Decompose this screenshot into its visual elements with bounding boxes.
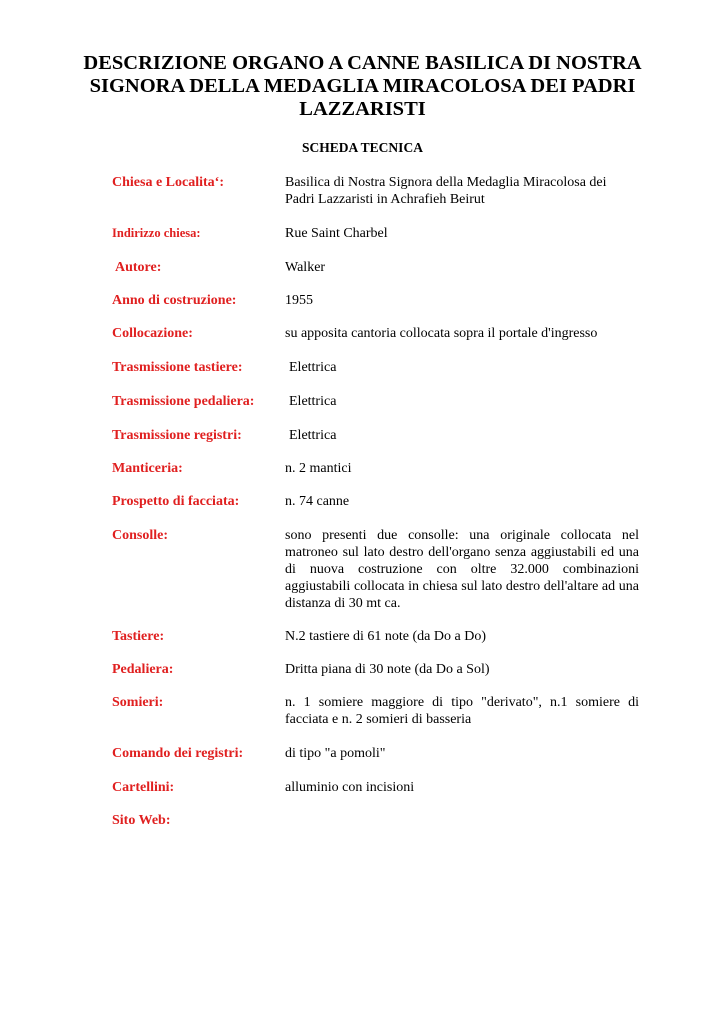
field-label: Indirizzo chiesa: (112, 226, 201, 240)
field-label: Consolle: (112, 528, 168, 543)
field-label: Trasmissione tastiere: (112, 360, 243, 375)
field-value: Elettrica (289, 360, 337, 375)
field-label: Manticeria: (112, 461, 183, 476)
field-label: Trasmissione registri: (112, 428, 242, 443)
field-label: Prospetto di facciata: (112, 494, 240, 509)
field-value: su apposita cantoria collocata sopra il portale d'ingresso (285, 326, 598, 341)
field-label: Autore: (115, 260, 162, 275)
field-label: Tastiere: (112, 629, 165, 644)
field-label: Collocazione: (112, 326, 193, 341)
field-value: Basilica di Nostra Signora della Medaglia Miracolosa dei Padri Lazzaristi in Achrafieh Beirut (285, 175, 607, 207)
document-title: DESCRIZIONE ORGANO A CANNE BASILICA DI NOSTRA SIGNORA DELLA MEDAGLIA MIRACOLOSA DEI PADRI LAZZARISTI (83, 52, 642, 120)
field-value: Elettrica (289, 394, 337, 409)
field-value: alluminio con incisioni (285, 780, 415, 795)
field-label: Anno di costruzione: (112, 293, 237, 308)
field-label: Comando dei registri: (112, 746, 244, 761)
field-label: Trasmissione pedaliera: (112, 394, 255, 409)
field-value: sono presenti due consolle: una originale collocata nel matroneo sul lato destro dell'organo senza aggiustabili ed una di nuova costruzione con oltre 32.000 combinazioni aggiustabili collocata in chiesa sul lato destro dell'altare ad una distanza di 30 mt ca. (285, 528, 639, 611)
field-label: Chiesa e Localita‘: (112, 175, 224, 190)
field-label: Cartellini: (112, 780, 175, 795)
field-value: n. 1 somiere maggiore di tipo "derivato", n.1 somiere di facciata e n. 2 somieri di basseria (285, 695, 639, 727)
field-value: Walker (285, 260, 326, 275)
field-label: Sito Web: (112, 813, 171, 828)
field-value: Rue Saint Charbel (285, 226, 388, 241)
field-label: Pedaliera: (112, 662, 174, 677)
document-subtitle: SCHEDA TECNICA (302, 140, 423, 155)
field-value: n. 2 mantici (285, 461, 352, 476)
field-label: Somieri: (112, 695, 164, 710)
field-value: Elettrica (289, 428, 337, 443)
field-value: N.2 tastiere di 61 note (da Do a Do) (285, 629, 486, 644)
field-value: di tipo "a pomoli" (285, 746, 386, 761)
field-value: n. 74 canne (285, 494, 350, 509)
field-value: Dritta piana di 30 note (da Do a Sol) (285, 662, 490, 677)
field-value: 1955 (285, 293, 313, 308)
